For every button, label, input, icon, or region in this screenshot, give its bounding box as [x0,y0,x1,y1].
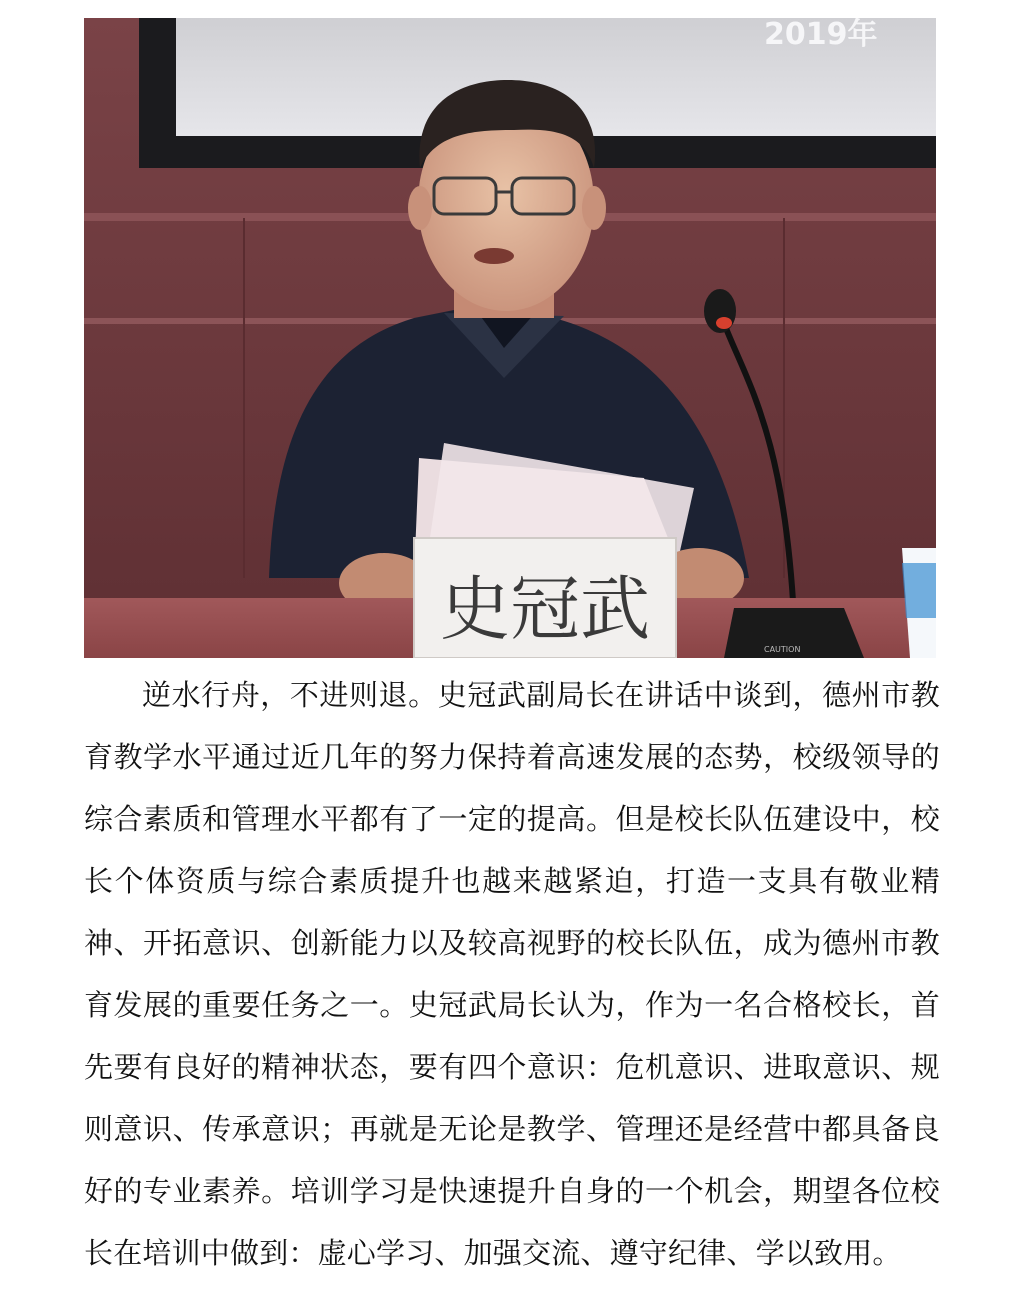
screen-text: 2019年 [764,18,878,52]
mic-base-text: CAUTION [764,645,801,654]
article-paragraph: 逆水行舟，不进则退。史冠武副局长在讲话中谈到，德州市教育教学水平通过近几年的努力保持着高速发展的态势，校级领导的综合素质和管理水平都有了一定的提高。但是校长队伍建设中，校长个体资质与综合素质提升也越来越紧迫，打造一支具有敬业精神、开拓意识、创新能力以及较高视野的校长队伍，成为德州市教育发展的重要任务之一。史冠武局长认为，作为一名合格校长，首先要有良好的精神状态，要有四个意识：危机意识、进取意识、规则意识、传承意识；再就是无论是教学、管理还是经营中都具备良好的专业素养。培训学习是快速提升自身的一个机会，期望各位校长在培训中做到：虚心学习、加强交流、遵守纪律、学以致用。 [84,678,940,1270]
nameplate-text: 史冠武 [440,568,650,650]
speaker-photo [84,18,936,658]
article-body [84,664,940,1284]
